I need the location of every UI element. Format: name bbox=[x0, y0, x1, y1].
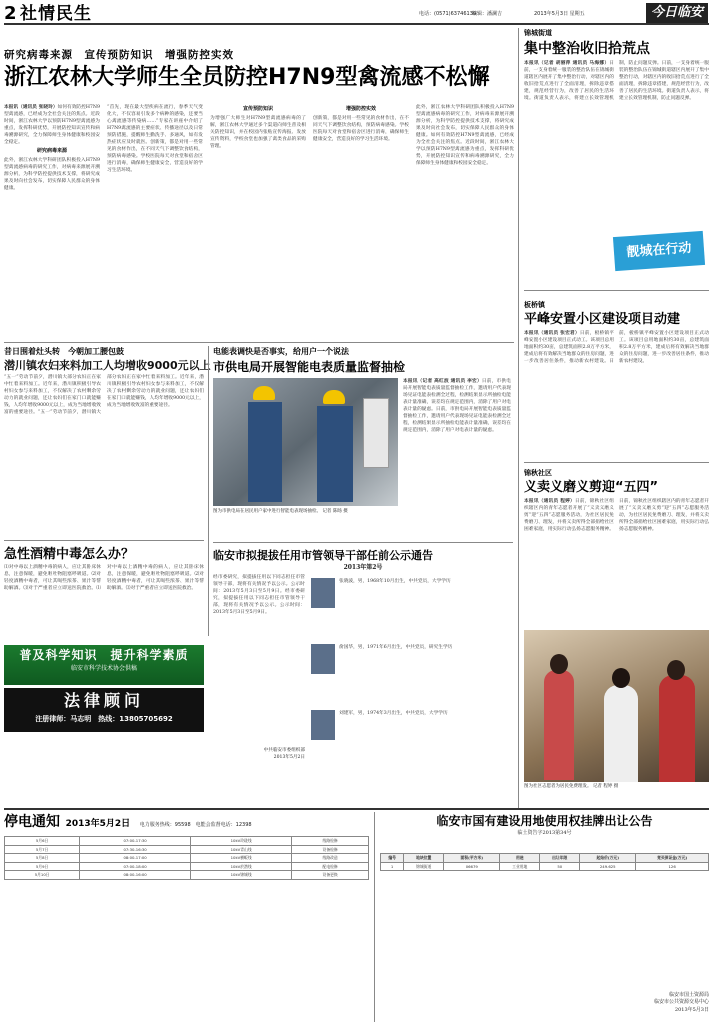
electric-caption: 图为市供电局在居民用户家中进行智能电表现场抽检。 记者 陈旸 摄 bbox=[213, 509, 348, 514]
jincheng-headline: 集中整治收旧拾荒点 bbox=[524, 41, 650, 58]
main-col-4: 增强防控实效 创新策，都是对用一些常见的食材作出，在不同天气下调整饮食结构，预防病毒感染。学校医院每天对食堂和宿舍区进行消毒，确保师生健康安全，营造良好的学习生活环境。 bbox=[313, 106, 409, 142]
story-alcohol bbox=[4, 546, 204, 641]
land-cell: 50 bbox=[540, 862, 580, 871]
qianchuan-headline: 潜川镇农妇来料加工人均增收9000元以上 bbox=[4, 359, 211, 372]
science-line1: 普及科学知识 提升科学素质 bbox=[19, 648, 189, 662]
outage-cell: 10kV横畈线 bbox=[190, 854, 291, 863]
banqiao-label: 板桥镇 bbox=[524, 301, 545, 309]
outage-cell: 08:00-17:00 bbox=[80, 854, 191, 863]
land-number: 临土资告字2013第34号 bbox=[517, 830, 572, 836]
page-number: 2 bbox=[4, 3, 17, 24]
outage-cell: 5月8日 bbox=[5, 854, 80, 863]
subhead-3: 增强防控实效 bbox=[345, 106, 376, 112]
story-jincheng bbox=[524, 28, 709, 278]
outage-row bbox=[5, 837, 369, 846]
alcohol-headline: 急性酒精中毒怎么办？ bbox=[4, 547, 135, 562]
subhead-2: 宣传预防知识 bbox=[242, 106, 273, 112]
story-qianchuan bbox=[4, 346, 211, 536]
outage-cell: 配电检修 bbox=[292, 862, 369, 871]
main-col-2: “首先，现在最大型疾病在流行，春季天气变化大，不仅容易引发多个病种的感染，还要当心禽流感等传染病……”专家在讲座中介绍了H7N9禽流感的主要症状、传播途径以及日常预防措施，提醒师生勤洗手、多通风，如有发热症状应及时就医。创新策，都是对用一些常见的食材作出，在不同天气下调整饮食结构，预防病毒感染。学校医院每天对食堂和宿舍区进行消毒，确保师生健康安全，营造良好的学习生活环境。 bbox=[107, 105, 203, 173]
electric-body: 本报讯（记者 高红波 通讯员 李宏）日前，市供电局开展智能电表质量监督抽检工作，邀请用户代表现场见证电能表检测全过程，检测结果显示所抽检电能表计量准确，误差均在规定范围内，消除了用户对电表计量的疑虑。日前，市供电局开展智能电表质量监督抽检工作，邀请用户代表现场见证电能表检测全过程，检测结果显示所抽检电能表计量准确，误差均在规定范围内，消除了用户对电表计量的疑虑。 bbox=[403, 379, 511, 433]
outage-row bbox=[5, 862, 369, 871]
jincheng-body: 本报讯（记者 胡丽萍 通讯员 马海娜）日前，一支身着统一服装的整治队伍在锦城街道辖区内展开了集中整治行动，对辖区内的收旧拾荒点进行了全面清理，拆除违章搭建，规范经营行为，改善了居民的生活环境。街道负责人表示，将建立长效管理机制，防止问题反弹。日前，一支身着统一服装的整治队伍在锦城街道辖区内展开了集中整治行动，对辖区内的收旧拾荒点进行了全面清理，拆除违章搭建，规范经营行为，改善了居民的生活环境。街道负责人表示，将建立长效管理机制，防止问题反弹。 bbox=[524, 61, 709, 102]
outage-cell: 10kV玲珑线 bbox=[190, 837, 291, 846]
legal-banner bbox=[4, 688, 204, 732]
outage-cell: 设备更换 bbox=[292, 871, 369, 880]
masthead bbox=[4, 3, 709, 25]
story-electric bbox=[213, 346, 513, 536]
jinqiu-headline: 义卖义磨义剪迎“五四” bbox=[524, 480, 659, 496]
banqiao-headline: 平峰安置小区建设项目动建 bbox=[524, 312, 681, 328]
land-header-cell: 竞买保证金(万元) bbox=[636, 854, 709, 863]
outage-cell: 设备检修 bbox=[292, 845, 369, 854]
land-header-cell: 地块位置 bbox=[404, 854, 444, 863]
land-cell: 工业用地 bbox=[500, 862, 540, 871]
outage-cell: 07:30-16:30 bbox=[80, 845, 191, 854]
outage-date: 2013年5月2日 bbox=[65, 819, 131, 829]
person-entry: 刘建军，男，1974年3月出生，中共党员，大学学历 bbox=[339, 711, 448, 716]
outage-cell: 10kV青山线 bbox=[190, 845, 291, 854]
banqiao-body: 本报讯（通讯员 张宏君）日前，板桥镇平峰安置小区建设项目正式动工。该项目总用地面积约30亩，总建筑面积2.8万平方米，建成后将有效解决当地群众的住房问题，进一步改善居住条件，推动新农村建设。日前，板桥镇平峰安置小区建设项目正式动工。该项目总用地面积约30亩，总建筑面积2.8万平方米，建成后将有效解决当地群众的住房问题，进一步改善居住条件，推动新农村建设。 bbox=[524, 331, 709, 365]
land-header-cell: 用途 bbox=[500, 854, 540, 863]
science-line2: 临安市科学技术协会供稿 bbox=[70, 665, 137, 672]
portrait-photo bbox=[311, 644, 335, 674]
header-editor: 编辑：潘澜吉 bbox=[472, 11, 503, 17]
outage-cell: 07:00-17:30 bbox=[80, 837, 191, 846]
outage-cell: 线路改造 bbox=[292, 854, 369, 863]
main-kicker: 研究病毒来源 宣传预防知识 增强防控实效 bbox=[4, 49, 234, 61]
main-col-5: 此外，浙江农林大学科研团队积极投入H7N9型禽流感病毒的研究工作，对病毒来源展开溯源分析，为科学防控提供技术支撑，将研究成果及时向社会发布，切实保障人民群众的身体健康。如何有效防控H7N9型禽流感，已经成为全社会关注的焦点。近段时间，浙江农林大学以预防H7N9型禽流感为重点，发挥科研优势，开展防控知识宣传和病毒溯源研究，全力保障师生身体健康和校园安全稳定。 bbox=[416, 105, 514, 166]
main-headline: 浙江农林大学师生全员防控H7N9型禽流感不松懈 bbox=[4, 65, 490, 90]
land-cell: 126 bbox=[636, 862, 709, 871]
alcohol-body: ⑴对中毒以上酒精中毒的病人，应让其卧床休息，注意保暖，避免呕吐物阻塞呼吸道。⑵对轻度酒精中毒者，可让其喝些浓茶、果汁等帮助解酒。⑶对于严重者应立即送医院救治。⑴对中毒以上酒精中毒的病人，应让其卧床休息，注意保暖，避免呕吐物阻塞呼吸道。⑵对轻度酒精中毒者，可让其喝些浓茶、果汁等帮助解酒。⑶对于严重者应立即送医院救治。 bbox=[4, 565, 204, 591]
volunteer-photo bbox=[524, 630, 709, 782]
portrait-photo bbox=[311, 578, 335, 608]
land-notice bbox=[380, 812, 709, 1020]
jincheng-label: 锦城街道 bbox=[524, 29, 552, 37]
cadres-headline: 临安市拟提拔任用市管领导干部任前公示通告 bbox=[213, 549, 433, 562]
outage-cell: 10kV於潜线 bbox=[190, 862, 291, 871]
outage-cell: 07:00-18:00 bbox=[80, 862, 191, 871]
cadres-number: 2013年第2号 bbox=[343, 564, 383, 571]
land-header-cell: 出让年限 bbox=[540, 854, 580, 863]
main-col-1: 本报讯（通讯员 张晓玲）如何有效防控H7N9型禽流感，已经成为全社会关注的焦点。近段时间，浙江农林大学以预防H7N9型禽流感为重点，发挥科研优势，开展防控知识宣传和病毒溯源研究，全力保障师生身体健康和校园安全稳定。 研究病毒来源 此外，浙江农林大学科研团队积极投入H7N9型禽流感病毒的研究工作，对病毒来源展开溯源分析，为科学防控提供技术支撑，将研究成果及时向社会发布，切实保障人民群众的身体健康。 bbox=[4, 105, 100, 191]
cadres-signoff: 中共临安市委组织部 2013年5月2日 bbox=[263, 748, 305, 760]
outage-title: 停电通知 bbox=[4, 814, 60, 830]
story-banqiao bbox=[524, 300, 709, 460]
land-cell: 1 bbox=[381, 862, 404, 871]
qianchuan-body: “五一”劳动节前夕，潜川镇大部分农妇正在家中忙着来料加工。近年来，潜川镇积极引导农村妇女参与来料加工，不仅解决了农村剩余劳动力的就业问题，还让农妇们在家门口就能赚钱，人均年增收9000元以上，成为当地增收致富的重要途径。“五一”劳动节前夕，潜川镇大部分农妇正在家中忙着来料加工。近年来，潜川镇积极引导农村妇女参与来料加工，不仅解决了农村剩余劳动力的就业问题，还让农妇们在家门口就能赚钱，人均年增收9000元以上，成为当地增收致富的重要途径。 bbox=[4, 375, 204, 415]
land-headline: 临安市国有建设用地使用权挂牌出让公告 bbox=[436, 814, 653, 828]
outage-row bbox=[5, 854, 369, 863]
outage-cell: 5月9日 bbox=[5, 862, 80, 871]
land-header-cell: 编号 bbox=[381, 854, 404, 863]
jinqiu-caption: 图为社区志愿者为居民免费理发。 记者 程婷 摄 bbox=[524, 784, 619, 789]
story-jinqiu bbox=[524, 468, 709, 808]
newspaper-logo: 今日临安 bbox=[646, 3, 708, 23]
land-table bbox=[380, 853, 709, 871]
main-byline: 本报讯（通讯员 张晓玲） bbox=[4, 105, 58, 110]
story-cadres bbox=[213, 548, 513, 798]
land-cell: 06679 bbox=[444, 862, 500, 871]
land-cell: 锦城街道 bbox=[404, 862, 444, 871]
land-cell: 249.625 bbox=[580, 862, 636, 871]
person-entry: 俞国华，男，1971年6月出生，中共党员，研究生学历 bbox=[339, 645, 453, 650]
outage-row bbox=[5, 845, 369, 854]
outage-cell: 5月6日 bbox=[5, 837, 80, 846]
land-header-cell: 起始价(万元) bbox=[580, 854, 636, 863]
cadres-intro: 经市委研究，拟提拔任用以下同志担任市管领导干部，现将有关情况予以公示。公示时间：2013年5月3日至5月9日。经市委研究，拟提拔任用以下同志担任市管领导干部，现将有关情况予以公示。公示时间：2013年5月3日至5月9日。 bbox=[213, 575, 305, 615]
legal-contact: 注册律师：马志明 热线：13805705692 bbox=[35, 715, 173, 723]
outage-cell: 线路检修 bbox=[292, 837, 369, 846]
electric-photo bbox=[213, 378, 398, 506]
jinqiu-label: 锦秋社区 bbox=[524, 469, 552, 477]
electric-headline: 市供电局开展智能电表质量监督抽检 bbox=[213, 360, 406, 374]
outage-table bbox=[4, 836, 369, 880]
land-row bbox=[381, 862, 709, 871]
outage-cell: 08:00-16:00 bbox=[80, 871, 191, 880]
land-signoff: 临安市国土资源局 临安市公共资源交易中心 2013年5月3日 bbox=[653, 992, 709, 1013]
person-entry: 张晓波，男，1968年10月出生，中共党员，大学学历 bbox=[339, 579, 451, 584]
outage-notice bbox=[4, 812, 369, 1020]
portrait-photo bbox=[311, 710, 335, 740]
land-header-cell: 面积(平方米) bbox=[444, 854, 500, 863]
subhead-1: 研究病毒来源 bbox=[36, 148, 67, 154]
section-title: 社情民生 bbox=[20, 4, 92, 24]
header-phone: 电话：(0571)63746130 bbox=[419, 11, 477, 17]
cadres-list bbox=[311, 574, 511, 799]
legal-title: 法律顾问 bbox=[63, 691, 144, 710]
outage-hotline: 电力服务热线：95598 电能会监督电话：12398 bbox=[139, 822, 252, 828]
outage-cell: 5月7日 bbox=[5, 845, 80, 854]
header-date: 2013年5月3日 星期五 bbox=[534, 11, 585, 17]
jinqiu-body: 本报讯（通讯员 程婷）日前，锦秋社区组织辖区内的青年志愿者开展了“义卖义磨义剪”迎“五四”志愿服务活动，为社区居民免费磨刀、理发，并将义卖所得全部捐给社区困难家庭，用实际行动弘扬志愿服务精神。日前，锦秋社区组织辖区内的青年志愿者开展了“义卖义磨义剪”迎“五四”志愿服务活动，为社区居民免费磨刀、理发，并将义卖所得全部捐给社区困难家庭，用实际行动弘扬志愿服务精神。 bbox=[524, 499, 709, 533]
qianchuan-kicker: 昔日围着灶头转 今朝加工腰包鼓 bbox=[4, 347, 124, 356]
science-banner bbox=[4, 645, 204, 685]
outage-cell: 10kV锦城线 bbox=[190, 871, 291, 880]
main-col-3: 宣传预防知识 为增强广大师生对H7N9型禽流感病毒的了解，浙江农林大学通过多个渠道向师生普及相关防控知识，并在校园内张贴宣传海报、发放宣传资料，学校食堂也加强了禽类食品的采购管理。 bbox=[210, 106, 306, 149]
stamp-logo: 靓城在行动 bbox=[613, 231, 705, 271]
outage-cell: 5月10日 bbox=[5, 871, 80, 880]
outage-row bbox=[5, 871, 369, 880]
electric-kicker: 电能表调快是否事实，给用户一个说法 bbox=[213, 347, 349, 356]
